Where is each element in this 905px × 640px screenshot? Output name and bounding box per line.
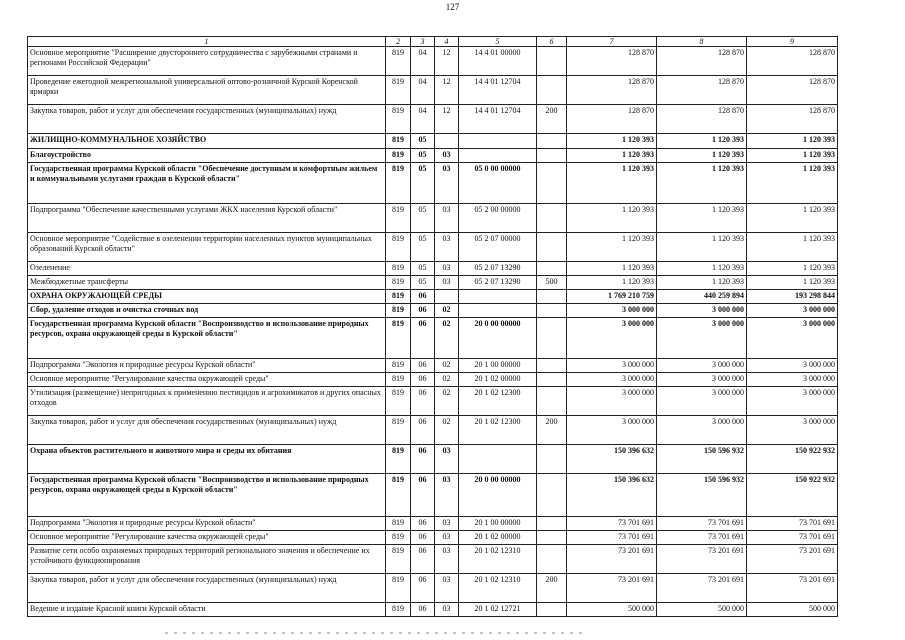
table-row (28, 603, 838, 617)
target-article-code: 20 1 02 12310 (459, 545, 537, 574)
ministry-code: 819 (386, 603, 411, 617)
amount-year-3: 1 120 393 (747, 204, 838, 233)
amount-year-1: 128 870 (567, 76, 657, 105)
column-header: 9 (747, 37, 838, 47)
ministry-code: 819 (386, 233, 411, 262)
ministry-code: 819 (386, 204, 411, 233)
row-name: Благоустройство (28, 149, 386, 163)
amount-year-3: 1 120 393 (747, 262, 838, 276)
section-code: 06 (411, 474, 435, 517)
table-row (28, 204, 838, 233)
amount-year-1: 500 000 (567, 603, 657, 617)
row-name: Закупка товаров, работ и услуг для обеспечения государственных (муниципальных) нужд (28, 416, 386, 445)
target-article-code (459, 149, 537, 163)
amount-year-3: 3 000 000 (747, 416, 838, 445)
table-row (28, 290, 838, 304)
ministry-code: 819 (386, 574, 411, 603)
target-article-code (459, 134, 537, 149)
expense-type-code (537, 47, 567, 76)
amount-year-3: 73 201 691 (747, 574, 838, 603)
row-name: Озеленение (28, 262, 386, 276)
expense-type-code: 200 (537, 416, 567, 445)
row-name: Подпрограмма "Экология и природные ресурсы Курской области" (28, 359, 386, 373)
amount-year-2: 150 596 932 (657, 474, 747, 517)
amount-year-2: 3 000 000 (657, 359, 747, 373)
section-code: 05 (411, 134, 435, 149)
expense-type-code (537, 290, 567, 304)
subsection-code: 03 (435, 445, 459, 474)
amount-year-2: 1 120 393 (657, 134, 747, 149)
expense-type-code: 200 (537, 105, 567, 134)
ministry-code: 819 (386, 445, 411, 474)
expense-type-code (537, 445, 567, 474)
target-article-code (459, 304, 537, 318)
row-name: Государственная программа Курской области "Воспроизводство и использование природных ресурсов, охрана окружающей среды в Курской области" (28, 474, 386, 517)
amount-year-2: 3 000 000 (657, 304, 747, 318)
section-code: 05 (411, 233, 435, 262)
expense-type-code: 200 (537, 574, 567, 603)
target-article-code: 20 0 00 00000 (459, 474, 537, 517)
target-article-code: 05 2 07 13290 (459, 276, 537, 290)
ministry-code: 819 (386, 290, 411, 304)
ministry-code: 819 (386, 276, 411, 290)
amount-year-3: 128 870 (747, 47, 838, 76)
budget-table (27, 36, 838, 617)
amount-year-3: 3 000 000 (747, 318, 838, 359)
ministry-code: 819 (386, 163, 411, 204)
amount-year-3: 73 701 691 (747, 517, 838, 531)
amount-year-1: 128 870 (567, 105, 657, 134)
amount-year-2: 3 000 000 (657, 373, 747, 387)
table-row (28, 262, 838, 276)
section-code: 06 (411, 373, 435, 387)
column-header: 3 (411, 37, 435, 47)
ministry-code: 819 (386, 359, 411, 373)
amount-year-3: 128 870 (747, 105, 838, 134)
amount-year-3: 150 922 932 (747, 445, 838, 474)
ministry-code: 819 (386, 545, 411, 574)
amount-year-1: 3 000 000 (567, 387, 657, 416)
table-row (28, 531, 838, 545)
amount-year-2: 1 120 393 (657, 262, 747, 276)
page-number: 127 (445, 2, 460, 12)
section-code: 06 (411, 531, 435, 545)
column-header: 2 (386, 37, 411, 47)
table-row (28, 474, 838, 517)
table-row (28, 47, 838, 76)
subsection-code: 03 (435, 204, 459, 233)
target-article-code: 20 1 02 12310 (459, 574, 537, 603)
section-code: 04 (411, 47, 435, 76)
section-code: 06 (411, 359, 435, 373)
amount-year-3: 73 201 691 (747, 545, 838, 574)
amount-year-3: 3 000 000 (747, 359, 838, 373)
amount-year-1: 73 201 691 (567, 574, 657, 603)
subsection-code: 03 (435, 163, 459, 204)
expense-type-code (537, 149, 567, 163)
amount-year-3: 1 120 393 (747, 163, 838, 204)
section-code: 05 (411, 262, 435, 276)
amount-year-1: 3 000 000 (567, 373, 657, 387)
target-article-code (459, 290, 537, 304)
amount-year-1: 1 120 393 (567, 262, 657, 276)
ministry-code: 819 (386, 134, 411, 149)
expense-type-code (537, 262, 567, 276)
target-article-code: 20 1 02 12300 (459, 387, 537, 416)
column-header: 6 (537, 37, 567, 47)
subsection-code: 12 (435, 105, 459, 134)
target-article-code: 05 2 00 00000 (459, 204, 537, 233)
amount-year-2: 1 120 393 (657, 163, 747, 204)
row-name: Подпрограмма "Экология и природные ресурсы Курской области" (28, 517, 386, 531)
table-row (28, 149, 838, 163)
subsection-code: 03 (435, 531, 459, 545)
amount-year-2: 73 201 691 (657, 574, 747, 603)
table-row (28, 163, 838, 204)
amount-year-2: 3 000 000 (657, 318, 747, 359)
section-code: 06 (411, 304, 435, 318)
section-code: 06 (411, 290, 435, 304)
amount-year-1: 1 120 393 (567, 149, 657, 163)
row-name: Развитие сети особо охраняемых природных территорий регионального значения и обеспечение их устойчивого функционирования (28, 545, 386, 574)
expense-type-code (537, 603, 567, 617)
target-article-code: 05 0 00 00000 (459, 163, 537, 204)
table-row (28, 387, 838, 416)
section-code: 06 (411, 517, 435, 531)
expense-type-code (537, 318, 567, 359)
ministry-code: 819 (386, 76, 411, 105)
ministry-code: 819 (386, 262, 411, 276)
amount-year-3: 150 922 932 (747, 474, 838, 517)
ministry-code: 819 (386, 474, 411, 517)
section-code: 05 (411, 149, 435, 163)
amount-year-1: 73 701 691 (567, 517, 657, 531)
column-header: 7 (567, 37, 657, 47)
target-article-code: 14 4 01 00000 (459, 47, 537, 76)
ministry-code: 819 (386, 105, 411, 134)
target-article-code: 05 2 07 00000 (459, 233, 537, 262)
amount-year-3: 3 000 000 (747, 304, 838, 318)
amount-year-3: 1 120 393 (747, 233, 838, 262)
table-row (28, 105, 838, 134)
ministry-code: 819 (386, 47, 411, 76)
amount-year-1: 3 000 000 (567, 318, 657, 359)
row-name: Подпрограмма "Обеспечение качественными услугами ЖКХ населения Курской области" (28, 204, 386, 233)
ministry-code: 819 (386, 304, 411, 318)
target-article-code: 05 2 07 13290 (459, 262, 537, 276)
target-article-code: 20 1 00 00000 (459, 517, 537, 531)
section-code: 05 (411, 276, 435, 290)
row-name: Сбор, удаление отходов и очистка сточных вод (28, 304, 386, 318)
row-name: Ведение и издание Красной книги Курской области (28, 603, 386, 617)
column-header: 8 (657, 37, 747, 47)
column-header: 5 (459, 37, 537, 47)
section-code: 06 (411, 387, 435, 416)
subsection-code: 02 (435, 359, 459, 373)
row-name: Проведение ежегодной межрегиональной универсальной оптово-розничной Курской Коренской ярмарки (28, 76, 386, 105)
table-row (28, 304, 838, 318)
target-article-code: 14 4 01 12704 (459, 76, 537, 105)
expense-type-code (537, 531, 567, 545)
amount-year-2: 128 870 (657, 105, 747, 134)
ministry-code: 819 (386, 531, 411, 545)
subsection-code (435, 134, 459, 149)
row-name: Государственная программа Курской области "Воспроизводство и использование природных ресурсов, охрана окружающей среды в Курской области" (28, 318, 386, 359)
amount-year-1: 3 000 000 (567, 416, 657, 445)
row-name: Охрана объектов растительного и животного мира и среды их обитания (28, 445, 386, 474)
row-name: ОХРАНА ОКРУЖАЮЩЕЙ СРЕДЫ (28, 290, 386, 304)
amount-year-1: 150 396 632 (567, 445, 657, 474)
ministry-code: 819 (386, 517, 411, 531)
subsection-code: 02 (435, 416, 459, 445)
section-code: 04 (411, 76, 435, 105)
amount-year-2: 500 000 (657, 603, 747, 617)
amount-year-1: 128 870 (567, 47, 657, 76)
row-name: Закупка товаров, работ и услуг для обеспечения государственных (муниципальных) нужд (28, 574, 386, 603)
expense-type-code (537, 387, 567, 416)
column-header: 4 (435, 37, 459, 47)
amount-year-2: 128 870 (657, 47, 747, 76)
expense-type-code: 500 (537, 276, 567, 290)
subsection-code: 03 (435, 545, 459, 574)
section-code: 05 (411, 204, 435, 233)
section-code: 06 (411, 445, 435, 474)
expense-type-code (537, 76, 567, 105)
expense-type-code (537, 134, 567, 149)
row-name: ЖИЛИЩНО-КОММУНАЛЬНОЕ ХОЗЯЙСТВО (28, 134, 386, 149)
amount-year-2: 3 000 000 (657, 387, 747, 416)
subsection-code: 03 (435, 262, 459, 276)
expense-type-code (537, 359, 567, 373)
subsection-code: 03 (435, 149, 459, 163)
section-code: 06 (411, 416, 435, 445)
section-code: 06 (411, 545, 435, 574)
expense-type-code (537, 204, 567, 233)
amount-year-3: 73 701 691 (747, 531, 838, 545)
amount-year-3: 3 000 000 (747, 373, 838, 387)
expense-type-code (537, 545, 567, 574)
row-name: Утилизация (размещение) непригодных к применению пестицидов и агрохимикатов и других опасных отходов (28, 387, 386, 416)
table-row (28, 574, 838, 603)
expense-type-code (537, 304, 567, 318)
table-row (28, 359, 838, 373)
amount-year-1: 1 120 393 (567, 134, 657, 149)
section-code: 06 (411, 574, 435, 603)
amount-year-2: 1 120 393 (657, 204, 747, 233)
table-row (28, 416, 838, 445)
table-header-row (28, 37, 838, 47)
amount-year-2: 73 201 691 (657, 545, 747, 574)
subsection-code: 02 (435, 318, 459, 359)
table-row (28, 545, 838, 574)
table-row (28, 76, 838, 105)
target-article-code: 20 1 02 12721 (459, 603, 537, 617)
amount-year-3: 1 120 393 (747, 276, 838, 290)
row-name: Основное мероприятие "Расширение двустороннего сотрудничества с зарубежными странами и регионами Российской Федерации" (28, 47, 386, 76)
amount-year-3: 3 000 000 (747, 387, 838, 416)
amount-year-1: 3 000 000 (567, 304, 657, 318)
amount-year-1: 1 120 393 (567, 276, 657, 290)
subsection-code: 02 (435, 373, 459, 387)
section-code: 04 (411, 105, 435, 134)
subsection-code: 03 (435, 517, 459, 531)
subsection-code: 03 (435, 603, 459, 617)
target-article-code: 20 1 02 00000 (459, 373, 537, 387)
row-name: Закупка товаров, работ и услуг для обеспечения государственных (муниципальных) нужд (28, 105, 386, 134)
row-name: Основное мероприятие "Регулирование качества окружающей среды" (28, 373, 386, 387)
target-article-code: 20 1 02 00000 (459, 531, 537, 545)
amount-year-2: 1 120 393 (657, 149, 747, 163)
amount-year-1: 73 701 691 (567, 531, 657, 545)
amount-year-1: 3 000 000 (567, 359, 657, 373)
amount-year-2: 440 259 894 (657, 290, 747, 304)
ministry-code: 819 (386, 149, 411, 163)
subsection-code: 03 (435, 574, 459, 603)
amount-year-2: 1 120 393 (657, 233, 747, 262)
section-code: 06 (411, 603, 435, 617)
subsection-code (435, 290, 459, 304)
ministry-code: 819 (386, 416, 411, 445)
ministry-code: 819 (386, 318, 411, 359)
table-row (28, 134, 838, 149)
subsection-code: 03 (435, 474, 459, 517)
table-row (28, 373, 838, 387)
table-row (28, 445, 838, 474)
amount-year-2: 73 701 691 (657, 531, 747, 545)
table-row (28, 517, 838, 531)
amount-year-1: 1 120 393 (567, 204, 657, 233)
amount-year-3: 1 120 393 (747, 134, 838, 149)
subsection-code: 03 (435, 276, 459, 290)
table-row (28, 318, 838, 359)
amount-year-1: 1 769 210 759 (567, 290, 657, 304)
amount-year-1: 73 201 691 (567, 545, 657, 574)
scan-artifact (165, 632, 585, 634)
table-row (28, 276, 838, 290)
subsection-code: 12 (435, 47, 459, 76)
amount-year-2: 73 701 691 (657, 517, 747, 531)
row-name: Основное мероприятие "Содействие в озеленении территории населенных пунктов муниципальных образований Курской области" (28, 233, 386, 262)
column-header: 1 (28, 37, 386, 47)
subsection-code: 03 (435, 233, 459, 262)
row-name: Государственная программа Курской области "Обеспечение доступным и комфортным жильем и коммунальными услугами граждан в Курской области" (28, 163, 386, 204)
amount-year-2: 128 870 (657, 76, 747, 105)
amount-year-1: 1 120 393 (567, 233, 657, 262)
amount-year-1: 1 120 393 (567, 163, 657, 204)
expense-type-code (537, 517, 567, 531)
amount-year-3: 500 000 (747, 603, 838, 617)
section-code: 05 (411, 163, 435, 204)
ministry-code: 819 (386, 387, 411, 416)
target-article-code: 20 1 00 00000 (459, 359, 537, 373)
subsection-code: 02 (435, 387, 459, 416)
amount-year-3: 193 298 844 (747, 290, 838, 304)
section-code: 06 (411, 318, 435, 359)
amount-year-2: 3 000 000 (657, 416, 747, 445)
table-body (28, 47, 838, 617)
expense-type-code (537, 163, 567, 204)
expense-type-code (537, 233, 567, 262)
target-article-code: 14 4 01 12704 (459, 105, 537, 134)
target-article-code: 20 0 00 00000 (459, 318, 537, 359)
expense-type-code (537, 474, 567, 517)
target-article-code: 20 1 02 12300 (459, 416, 537, 445)
row-name: Основное мероприятие "Регулирование качества окружающей среды" (28, 531, 386, 545)
table-row (28, 233, 838, 262)
target-article-code (459, 445, 537, 474)
amount-year-3: 128 870 (747, 76, 838, 105)
subsection-code: 12 (435, 76, 459, 105)
amount-year-2: 1 120 393 (657, 276, 747, 290)
amount-year-3: 1 120 393 (747, 149, 838, 163)
expense-type-code (537, 373, 567, 387)
ministry-code: 819 (386, 373, 411, 387)
amount-year-1: 150 396 632 (567, 474, 657, 517)
amount-year-2: 150 596 932 (657, 445, 747, 474)
row-name: Межбюджетные трансферты (28, 276, 386, 290)
subsection-code: 02 (435, 304, 459, 318)
